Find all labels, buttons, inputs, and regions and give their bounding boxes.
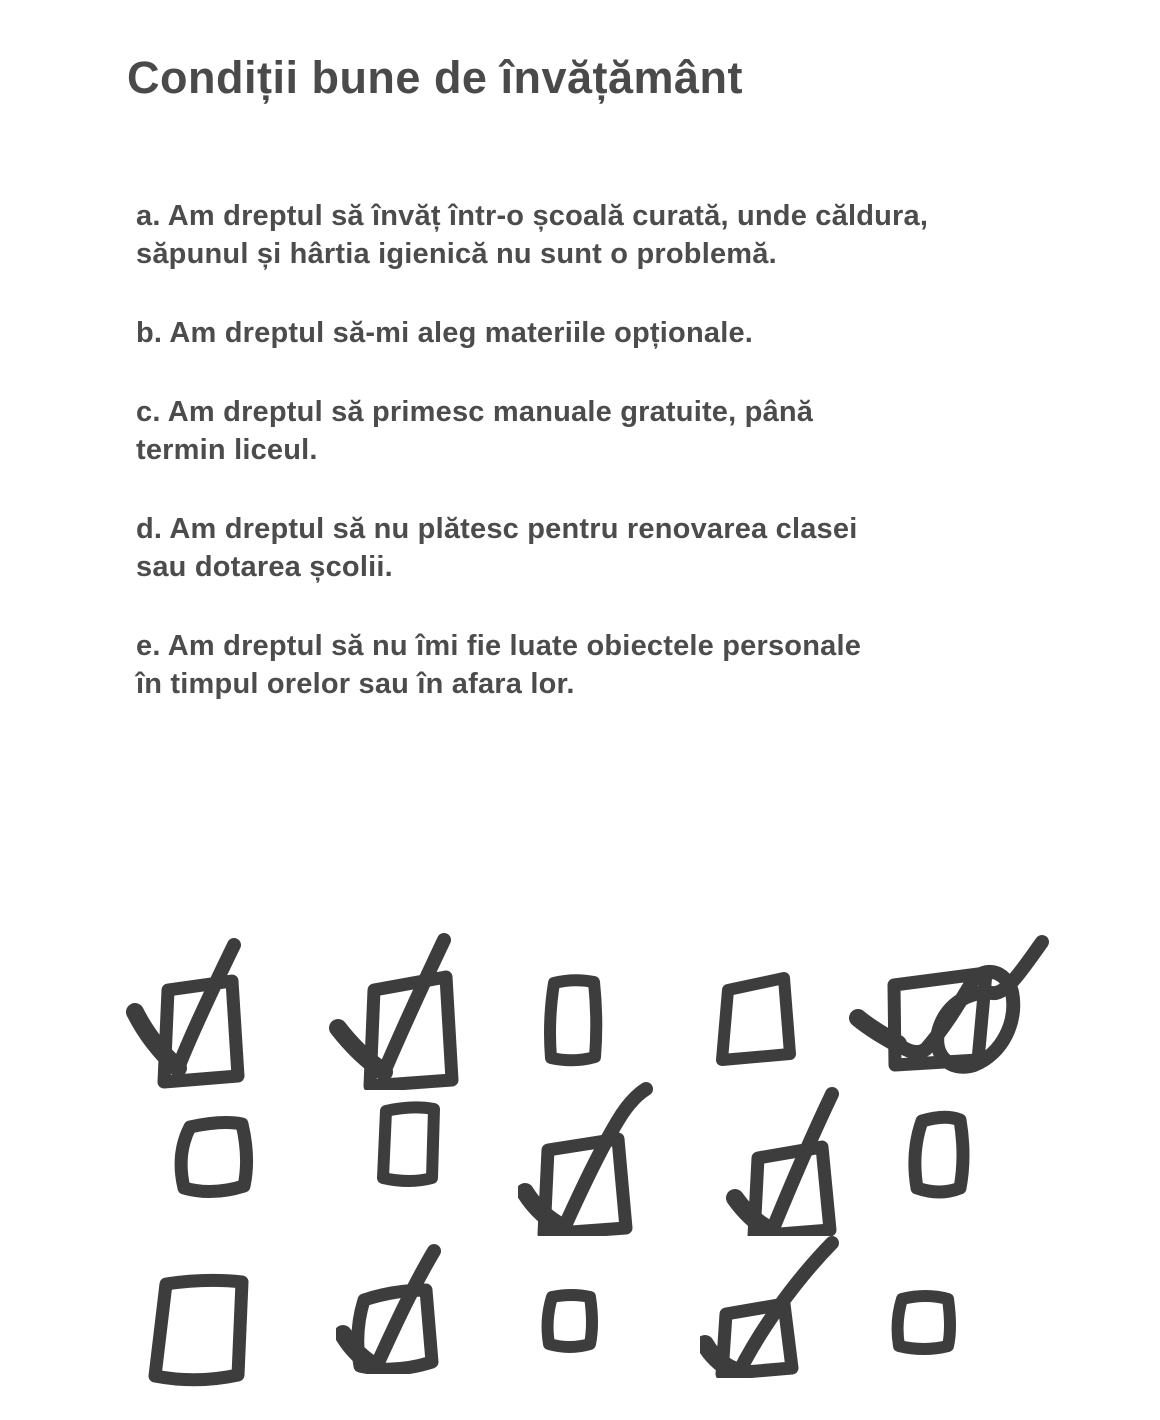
right-item-d-line-1: d. Am dreptul să nu plătesc pentru renovarea clasei bbox=[136, 513, 858, 545]
checkmark-icon bbox=[858, 942, 1042, 1067]
checkbox-r2c5[interactable] bbox=[900, 1106, 976, 1202]
page-title: Condiții bune de învățământ bbox=[127, 52, 744, 103]
right-item-d bbox=[136, 510, 1066, 586]
checkbox-r3c5[interactable] bbox=[884, 1284, 964, 1362]
checkbox-r1c2[interactable] bbox=[328, 930, 478, 1090]
checkbox-r2c2[interactable] bbox=[370, 1096, 448, 1192]
checkbox-r2c4[interactable] bbox=[726, 1084, 860, 1236]
right-item-c-line-2: termin liceul. bbox=[136, 434, 318, 466]
right-item-a-line-1: a. Am dreptul să învăț într-o școală curată, unde căldura, bbox=[136, 200, 929, 232]
right-item-c-line-1: c. Am dreptul să primesc manuale gratuite, până bbox=[136, 396, 814, 428]
checkbox-r1c4[interactable] bbox=[710, 968, 796, 1068]
checkbox-r1c1[interactable] bbox=[126, 936, 266, 1090]
checkbox-r3c2[interactable] bbox=[336, 1240, 456, 1374]
checkbox-r2c3[interactable] bbox=[518, 1080, 658, 1236]
checkmark-icon bbox=[135, 945, 234, 1068]
right-item-e-line-2: în timpul orelor sau în afara lor. bbox=[136, 668, 575, 700]
rights-list bbox=[136, 197, 1066, 744]
right-item-e bbox=[136, 627, 1066, 703]
checkbox-r3c1[interactable] bbox=[146, 1270, 254, 1396]
checkbox-r3c3[interactable] bbox=[536, 1284, 606, 1358]
checkbox-r1c3[interactable] bbox=[538, 970, 608, 1070]
checkmark-icon bbox=[338, 940, 444, 1072]
right-item-d-line-2: sau dotarea școlii. bbox=[136, 551, 393, 583]
checkbox-r1c5[interactable] bbox=[848, 930, 1056, 1092]
checkbox-r3c4[interactable] bbox=[700, 1236, 844, 1378]
right-item-b-line-1: b. Am dreptul să-mi aleg materiile opționale. bbox=[136, 317, 754, 349]
right-item-e-line-1: e. Am dreptul să nu îmi fie luate obiectele personale bbox=[136, 630, 862, 662]
checkbox-r2c1[interactable] bbox=[166, 1110, 258, 1202]
right-item-b bbox=[136, 314, 1066, 352]
right-item-a-line-2: săpunul și hârtia igienică nu sunt o problemă. bbox=[136, 238, 777, 270]
right-item-c bbox=[136, 393, 1066, 469]
right-item-a bbox=[136, 197, 1066, 273]
